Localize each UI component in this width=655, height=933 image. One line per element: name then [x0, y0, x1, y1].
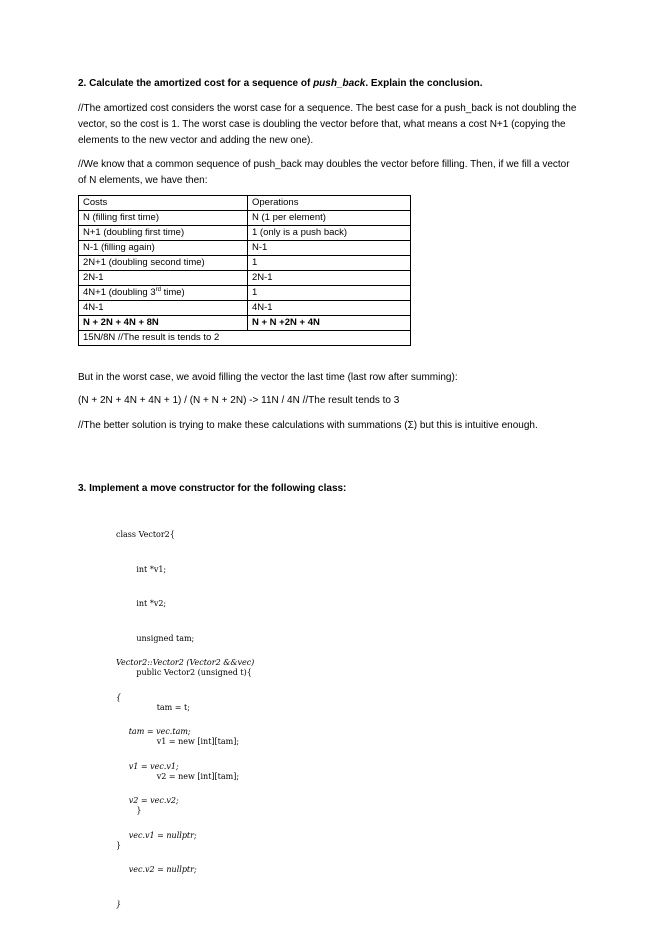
code-line: vec.v1 = nullptr; [116, 830, 197, 840]
code-line: v2 = new [int][tam]; [116, 771, 240, 781]
table-header-row [79, 196, 411, 211]
table-cell-cost: 4N-1 [79, 301, 248, 316]
code-line: unsigned tam; [116, 633, 195, 643]
table-cell-cost-suffix: time) [160, 287, 185, 298]
table-cell-operations: N-1 [248, 241, 411, 256]
table-row [79, 226, 411, 241]
table-row [79, 241, 411, 256]
table-cell-operations: 1 [248, 286, 411, 301]
table-cell-cost: N-1 (filling again) [79, 241, 248, 256]
table-cell-operations: 4N-1 [248, 301, 411, 316]
paragraph-formula: (N + 2N + 4N + 4N + 1) / (N + N + 2N) -> 11N / 4N //The result tends to 3 [78, 395, 400, 406]
code-block-move-constructor [116, 634, 254, 933]
code-line: vec.v2 = nullptr; [116, 865, 197, 874]
code-line: v1 = vec.v1; [116, 761, 179, 771]
question-2-title-pre: Calculate the amortized cost for a sequence of [89, 78, 314, 89]
paragraph-summations: //The better solution is trying to make these calculations with summations (Σ) but this is intuitive enough. [78, 420, 538, 431]
table-row [79, 211, 411, 226]
code-line: tam = t; [116, 702, 190, 712]
table-row [79, 271, 411, 286]
table-cell-operations: 2N-1 [248, 271, 411, 286]
question-2-title-post: . Explain the conclusion. [365, 78, 483, 89]
table-cell-operations-sum: N + N +2N + 4N [248, 316, 411, 331]
code-line: Vector2::Vector2 (Vector2 &&vec) [116, 658, 255, 667]
table-footer-result: 15N/8N //The result is tends to 2 [79, 331, 411, 346]
ordinal-superscript: rd [155, 286, 161, 293]
question-3-heading [78, 483, 346, 494]
question-3-number: 3. [78, 483, 87, 494]
table-sum-row [79, 316, 411, 331]
code-line: public Vector2 (unsigned t){ [116, 668, 252, 677]
table-cell-cost-text: 4N+1 (doubling 3 [83, 287, 156, 298]
paragraph-amortized-cost: //The amortized cost considers the worst case for a sequence. The best case for a push_back is not doubling the vector, so the cost is 1. The worst case is doubling the vector before that, what means a cost N+1 (copying the elements to the new vector and adding the new one). [78, 103, 577, 146]
code-line: int *v2; [116, 599, 167, 608]
table-row [79, 256, 411, 271]
table-cell-cost: N+1 (doubling first time) [79, 226, 248, 241]
table-cell-operations: N (1 per element) [248, 211, 411, 226]
table-cell-cost: 2N+1 (doubling second time) [79, 256, 248, 271]
code-line: } [116, 840, 122, 850]
table-cell-operations: 1 (only is a push back) [248, 226, 411, 241]
table-header-operations: Operations [248, 196, 411, 211]
question-2-heading [78, 78, 483, 89]
code-line: } [116, 899, 122, 909]
paragraph-worst-case: But in the worst case, we avoid filling the vector the last time (last row after summing): [78, 372, 458, 383]
table-row [79, 301, 411, 316]
table-footer-row [79, 331, 411, 346]
table-cell-operations: 1 [248, 256, 411, 271]
table-cell-cost [79, 286, 248, 301]
table-cell-cost-sum: N + 2N + 4N + 8N [79, 316, 248, 331]
code-line: class Vector2{ [116, 530, 175, 539]
code-line: { [116, 692, 122, 702]
question-2-title-emphasis: push_back [313, 78, 366, 89]
table-cell-cost: 2N-1 [79, 271, 248, 286]
question-2-number: 2. [78, 78, 87, 89]
code-line: v1 = new [int][tam]; [116, 737, 240, 746]
table-header-costs: Costs [79, 196, 248, 211]
table-row [79, 286, 411, 301]
costs-table [78, 195, 411, 346]
code-line: } [116, 806, 142, 815]
code-line: int *v1; [116, 564, 167, 574]
code-line: v2 = vec.v2; [116, 796, 179, 805]
table-cell-cost: N (filling first time) [79, 211, 248, 226]
question-3-title: Implement a move constructor for the following class: [89, 483, 347, 494]
code-line: tam = vec.tam; [116, 727, 191, 736]
paragraph-push-back-sequence: //We know that a common sequence of push_back may doubles the vector before filling. Then, if we fill a vector of N elements, we have then: [78, 159, 570, 186]
